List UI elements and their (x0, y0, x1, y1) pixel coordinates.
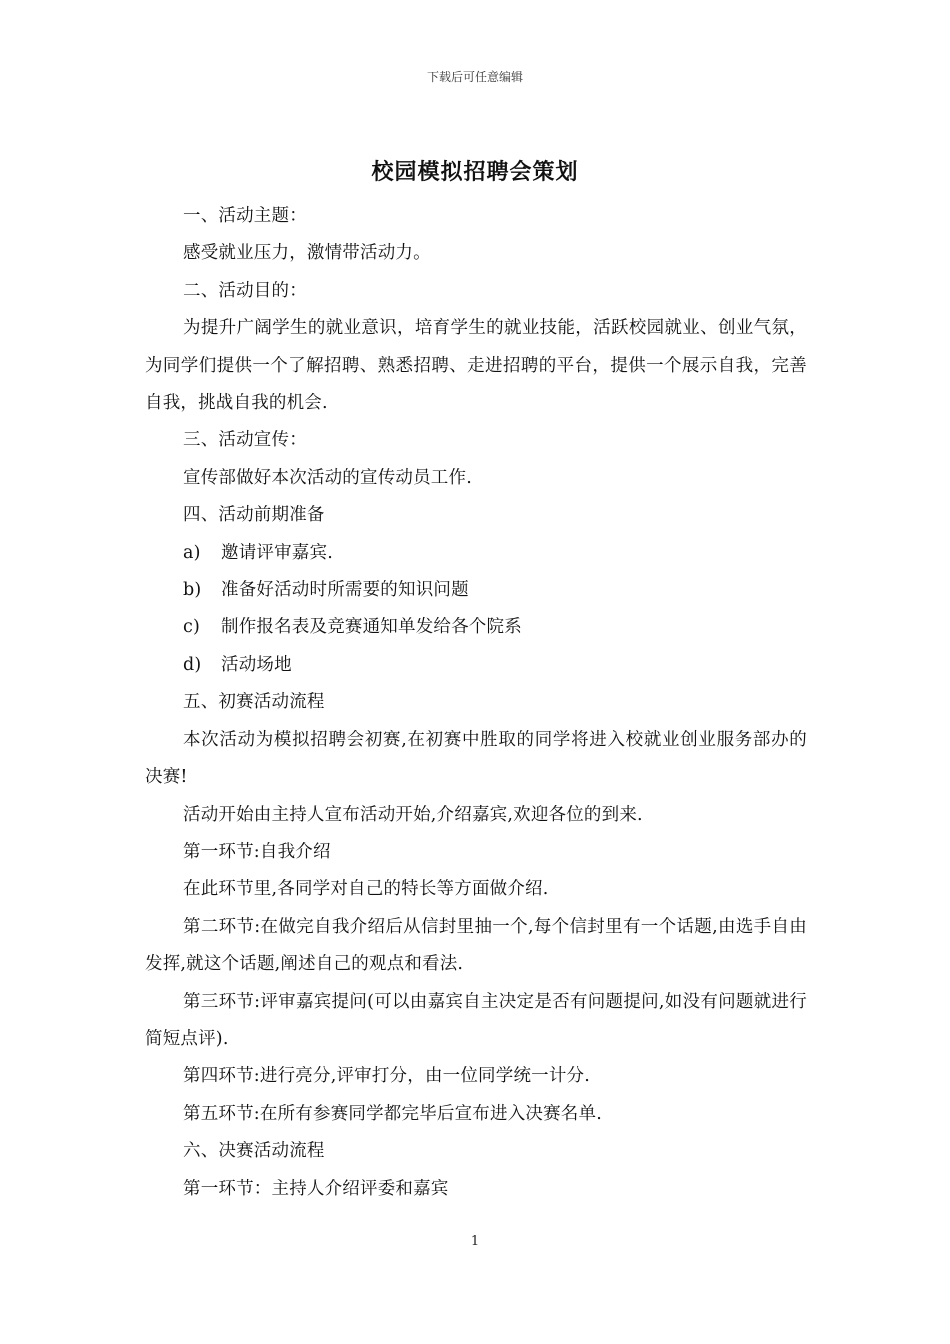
header-note: 下载后可任意编辑 (426, 70, 523, 84)
page-number: 1 (470, 1234, 480, 1249)
list-item (145, 647, 807, 684)
step-two: 第二环节:在做完自我介绍后从信封里抽一个,每个信封里有一个话题,由选手自由发挥,就这个话题,阐述自己的观点和看法. (145, 916, 807, 975)
section-heading-purpose: 二、活动目的： (183, 280, 307, 301)
list-item-text: 准备好活动时所需要的知识问题 (221, 580, 469, 601)
document-title: 校园模拟招聘会策划 (371, 159, 579, 185)
list-marker: d) (183, 654, 202, 675)
final-step-one: 第一环节：主持人介绍评委和嘉宾 (183, 1178, 449, 1199)
section-heading-preliminary: 五、初赛活动流程 (183, 692, 325, 713)
section-heading-final: 六、决赛活动流程 (183, 1141, 325, 1162)
section-heading-preparation: 四、活动前期准备 (183, 505, 325, 526)
paragraph-opening: 活动开始由主持人宣布活动开始,介绍嘉宾,欢迎各位的到来. (183, 804, 643, 825)
list-item (145, 572, 807, 609)
step-four: 第四环节:进行亮分,评审打分，由一位同学统一计分. (183, 1066, 591, 1087)
list-marker: a) (183, 542, 201, 563)
paragraph-theme: 感受就业压力，激情带活动力。 (183, 243, 431, 264)
step-one-detail: 在此环节里,各同学对自己的特长等方面做介绍. (183, 879, 549, 900)
list-item (145, 609, 807, 646)
paragraph-publicity: 宣传部做好本次活动的宣传动员工作. (183, 467, 472, 488)
section-heading-publicity: 三、活动宣传： (183, 430, 307, 451)
list-marker: b) (183, 580, 202, 601)
paragraph-purpose: 为提升广阔学生的就业意识，培育学生的就业技能，活跃校园就业、创业气氛，为同学们提供一个了解招聘、熟悉招聘、走进招聘的平台，提供一个展示自我，完善自我，挑战自我的机会. (145, 318, 807, 414)
list-item-text: 邀请评审嘉宾. (221, 542, 333, 563)
document-body (145, 198, 807, 1208)
paragraph-preliminary-intro: 本次活动为模拟招聘会初赛,在初赛中胜取的同学将进入校就业创业服务部办的决赛! (145, 729, 807, 788)
preparation-list (145, 535, 807, 685)
step-five: 第五环节:在所有参赛同学都完毕后宣布进入决赛名单. (183, 1103, 602, 1124)
step-three: 第三环节:评审嘉宾提问(可以由嘉宾自主决定是否有问题提问,如没有问题就进行简短点评). (145, 991, 807, 1049)
list-item (145, 535, 807, 572)
step-one-heading: 第一环节:自我介绍 (183, 841, 331, 862)
list-item-text: 制作报名表及竞赛通知单发给各个院系 (221, 617, 522, 638)
list-marker: c) (183, 617, 201, 638)
list-item-text: 活动场地 (221, 654, 292, 675)
section-heading-theme: 一、活动主题： (183, 206, 307, 226)
